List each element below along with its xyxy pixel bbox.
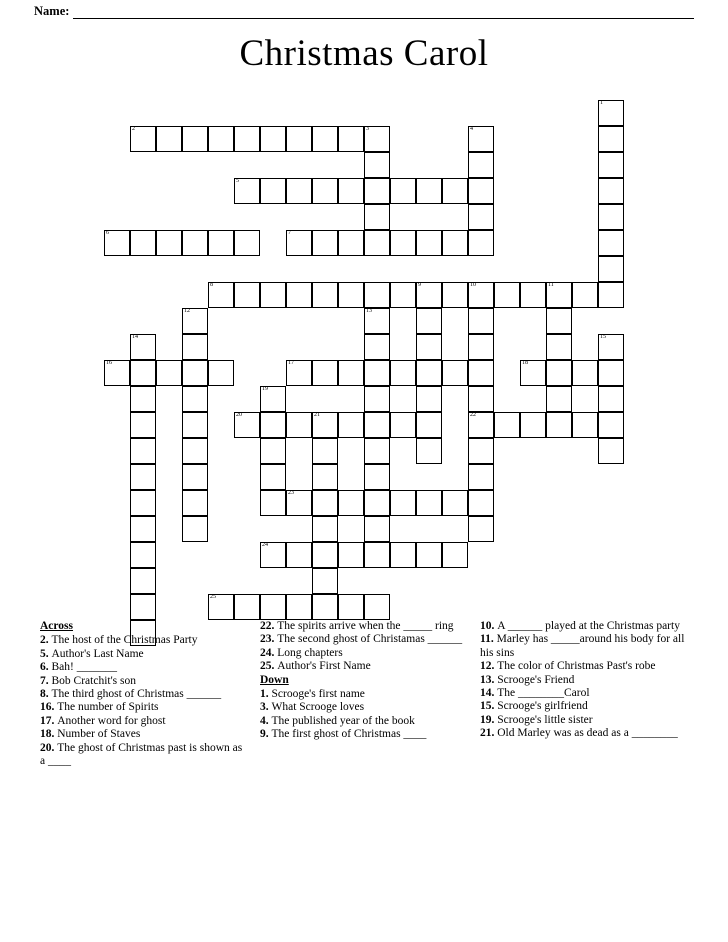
page-title: Christmas Carol (239, 33, 489, 74)
grid-cell[interactable] (260, 542, 286, 568)
grid-cell-number: 16 (106, 360, 112, 366)
grid-cell[interactable] (598, 386, 624, 412)
grid-cell[interactable] (234, 412, 260, 438)
grid-cell-number: 22 (470, 412, 476, 418)
clue-text: Scrooge's girlfriend (497, 700, 588, 713)
grid-cell[interactable] (416, 386, 442, 412)
clue-item (480, 660, 686, 673)
grid-cell[interactable] (260, 412, 286, 438)
grid-cell[interactable] (442, 542, 468, 568)
clue-item (40, 715, 246, 728)
grid-cell[interactable] (182, 412, 208, 438)
clue-number: 17. (40, 714, 58, 727)
name-input-line[interactable] (73, 5, 694, 19)
grid-cell[interactable] (364, 516, 390, 542)
grid-cell-number: 5 (236, 178, 239, 184)
grid-cell[interactable] (312, 230, 338, 256)
clue-text: The color of Christmas Past's robe (497, 660, 656, 673)
grid-cell[interactable] (572, 282, 598, 308)
clue-item (480, 714, 686, 727)
grid-cell[interactable] (416, 412, 442, 438)
clue-item (480, 633, 686, 660)
grid-cell[interactable] (468, 152, 494, 178)
grid-cell[interactable] (364, 282, 390, 308)
clue-text: The spirits arrive when the _____ ring (277, 620, 454, 632)
clue-item (40, 661, 246, 674)
grid-cell[interactable] (364, 126, 390, 152)
grid-cell[interactable] (338, 178, 364, 204)
grid-cell-number: 13 (366, 308, 372, 314)
clue-item (480, 620, 686, 633)
grid-cell[interactable] (468, 438, 494, 464)
grid-cell[interactable] (364, 178, 390, 204)
clue-number: 24. (260, 646, 278, 659)
grid-cell[interactable] (130, 516, 156, 542)
clue-number: 12. (480, 660, 498, 673)
grid-cell[interactable] (338, 282, 364, 308)
grid-cell[interactable] (312, 282, 338, 308)
grid-cell[interactable] (468, 464, 494, 490)
clue-text: The host of the Christmas Party (51, 634, 198, 647)
clue-number: 23. (260, 633, 278, 646)
grid-cell-number: 21 (314, 412, 320, 418)
clue-number: 5. (40, 647, 52, 660)
clue-item (40, 675, 246, 688)
grid-cell[interactable] (442, 230, 468, 256)
clues-section (40, 620, 688, 768)
grid-cell[interactable] (468, 230, 494, 256)
grid-cell[interactable] (468, 178, 494, 204)
crossword-grid[interactable] (0, 96, 728, 616)
grid-cell[interactable] (286, 230, 312, 256)
grid-cell[interactable] (598, 100, 624, 126)
grid-cell[interactable] (182, 490, 208, 516)
grid-cell[interactable] (364, 230, 390, 256)
grid-cell[interactable] (364, 490, 390, 516)
grid-cell[interactable] (130, 542, 156, 568)
grid-cell[interactable] (546, 282, 572, 308)
grid-cell[interactable] (338, 360, 364, 386)
grid-cell[interactable] (572, 412, 598, 438)
clue-text: Number of Staves (57, 728, 141, 741)
clue-number: 21. (480, 727, 498, 740)
grid-cell[interactable] (338, 230, 364, 256)
clue-item (480, 727, 686, 740)
grid-cell[interactable] (416, 360, 442, 386)
grid-cell[interactable] (286, 360, 312, 386)
grid-cell[interactable] (546, 334, 572, 360)
grid-cell[interactable] (468, 412, 494, 438)
grid-cell[interactable] (260, 386, 286, 412)
grid-cell[interactable] (104, 360, 130, 386)
grid-cell-number: 7 (288, 230, 291, 236)
grid-cell-number: 3 (366, 126, 369, 132)
clue-item (260, 647, 466, 660)
clue-text: Scrooge's first name (271, 688, 365, 701)
clue-list-1 (40, 634, 246, 768)
clue-text: Author's Last Name (51, 647, 144, 660)
clue-number: 25. (260, 660, 278, 673)
grid-cell-number: 25 (210, 594, 216, 600)
grid-cell[interactable] (312, 438, 338, 464)
grid-cell[interactable] (104, 230, 130, 256)
clue-text: The first ghost of Christmas ____ (271, 728, 427, 741)
down-heading: Down (260, 673, 289, 686)
clue-number: 19. (480, 713, 498, 726)
clue-text: A ______ played at the Christmas party (497, 620, 680, 632)
grid-cell[interactable] (208, 360, 234, 386)
clue-number: 3. (260, 701, 272, 714)
grid-cell[interactable] (286, 542, 312, 568)
grid-cell[interactable] (598, 334, 624, 360)
grid-cell[interactable] (234, 282, 260, 308)
grid-cell[interactable] (364, 438, 390, 464)
grid-cell[interactable] (598, 126, 624, 152)
grid-cell[interactable] (208, 230, 234, 256)
grid-cell[interactable] (390, 282, 416, 308)
grid-cell[interactable] (156, 360, 182, 386)
grid-cell[interactable] (364, 594, 390, 620)
grid-cell[interactable] (364, 204, 390, 230)
grid-cell[interactable] (416, 542, 442, 568)
grid-cell[interactable] (598, 412, 624, 438)
grid-cell[interactable] (130, 360, 156, 386)
grid-cell[interactable] (312, 594, 338, 620)
clue-column-2 (260, 620, 466, 768)
grid-cell[interactable] (182, 126, 208, 152)
clue-text: Another word for ghost (57, 714, 166, 727)
clue-column-1 (40, 620, 246, 768)
clue-number: 10. (480, 620, 498, 632)
grid-cell[interactable] (130, 594, 156, 620)
grid-cell[interactable] (416, 308, 442, 334)
clue-text: The published year of the book (271, 714, 415, 727)
grid-cell[interactable] (416, 490, 442, 516)
grid-cell[interactable] (520, 360, 546, 386)
grid-cell[interactable] (364, 386, 390, 412)
clue-text: The ghost of Christmas past is shown as a ____ (40, 741, 243, 768)
clue-list-3 (480, 620, 686, 741)
grid-cell[interactable] (208, 282, 234, 308)
grid-cell[interactable] (364, 152, 390, 178)
grid-cell[interactable] (546, 412, 572, 438)
grid-cell[interactable] (364, 542, 390, 568)
grid-cell[interactable] (598, 178, 624, 204)
grid-cell[interactable] (260, 126, 286, 152)
grid-cell[interactable] (390, 178, 416, 204)
grid-cell-number: 4 (470, 126, 473, 132)
clue-text: Marley has _____around his body for all his sins (480, 633, 685, 659)
grid-cell[interactable] (598, 230, 624, 256)
grid-cell[interactable] (468, 282, 494, 308)
clue-text: Long chapters (277, 646, 343, 659)
grid-cell[interactable] (286, 490, 312, 516)
clue-item (260, 701, 466, 714)
grid-cell[interactable] (598, 204, 624, 230)
grid-cell-number: 2 (132, 126, 135, 132)
grid-cell[interactable] (338, 126, 364, 152)
clue-item (260, 620, 466, 633)
grid-cell[interactable] (364, 360, 390, 386)
grid-cell[interactable] (598, 256, 624, 282)
grid-cell-number: 12 (184, 308, 190, 314)
clue-number: 13. (480, 673, 498, 686)
grid-cell[interactable] (494, 282, 520, 308)
clue-text: Scrooge's little sister (497, 713, 593, 726)
grid-cell[interactable] (364, 334, 390, 360)
clue-item (40, 648, 246, 661)
grid-cell[interactable] (130, 126, 156, 152)
grid-cell[interactable] (182, 308, 208, 334)
clue-item (260, 660, 466, 673)
grid-cell[interactable] (468, 516, 494, 542)
grid-cell[interactable] (442, 282, 468, 308)
clue-item (40, 688, 246, 701)
grid-cell[interactable] (130, 230, 156, 256)
grid-cell-number: 23 (288, 490, 294, 496)
grid-cell[interactable] (364, 308, 390, 334)
grid-cell[interactable] (416, 178, 442, 204)
grid-cell[interactable] (364, 464, 390, 490)
grid-cell[interactable] (416, 438, 442, 464)
grid-cell-number: 11 (548, 282, 554, 288)
grid-cell[interactable] (286, 126, 312, 152)
grid-cell-number: 1 (600, 100, 603, 106)
grid-cell[interactable] (468, 360, 494, 386)
clue-number: 14. (480, 687, 498, 700)
grid-cell[interactable] (208, 594, 234, 620)
grid-cell[interactable] (468, 308, 494, 334)
grid-cell[interactable] (546, 386, 572, 412)
grid-cell[interactable] (416, 230, 442, 256)
name-label: Name: (34, 4, 70, 18)
grid-cell[interactable] (390, 490, 416, 516)
grid-cell[interactable] (312, 490, 338, 516)
grid-cell[interactable] (468, 490, 494, 516)
grid-cell[interactable] (598, 360, 624, 386)
clue-number: 2. (40, 634, 52, 647)
clue-text: The number of Spirits (57, 701, 159, 714)
grid-cell[interactable] (156, 230, 182, 256)
clue-item (40, 701, 246, 714)
grid-cell[interactable] (468, 126, 494, 152)
grid-cell[interactable] (182, 438, 208, 464)
clue-text: Author's First Name (277, 660, 371, 673)
grid-cell[interactable] (286, 282, 312, 308)
grid-cell[interactable] (468, 334, 494, 360)
clue-text: Old Marley was as dead as a ________ (497, 727, 678, 740)
grid-cell[interactable] (208, 126, 234, 152)
grid-cell[interactable] (182, 360, 208, 386)
grid-cell-number: 19 (262, 386, 268, 392)
grid-cell[interactable] (182, 516, 208, 542)
clue-text: The ________Carol (497, 687, 590, 700)
grid-cell[interactable] (260, 438, 286, 464)
clue-number: 6. (40, 661, 52, 674)
grid-cell[interactable] (442, 360, 468, 386)
clue-item (40, 728, 246, 741)
grid-cell-number: 14 (132, 334, 138, 340)
clue-column-3 (480, 620, 686, 768)
grid-cell[interactable] (390, 412, 416, 438)
grid-cell[interactable] (390, 230, 416, 256)
grid-cell[interactable] (312, 568, 338, 594)
grid-cell[interactable] (182, 230, 208, 256)
clue-number: 1. (260, 688, 272, 701)
grid-cell[interactable] (442, 178, 468, 204)
grid-cell[interactable] (442, 490, 468, 516)
grid-cell[interactable] (234, 230, 260, 256)
grid-cell[interactable] (260, 178, 286, 204)
clue-number: 20. (40, 741, 58, 754)
grid-cell-number: 24 (262, 542, 268, 548)
grid-cell[interactable] (312, 360, 338, 386)
grid-cell[interactable] (520, 412, 546, 438)
clue-number: 7. (40, 674, 52, 687)
clue-text: Bah! _______ (51, 661, 117, 674)
grid-cell[interactable] (130, 568, 156, 594)
clue-item (480, 674, 686, 687)
grid-cell[interactable] (364, 412, 390, 438)
across-heading: Across (40, 620, 74, 632)
clue-item (40, 634, 246, 647)
clue-list-2a (260, 620, 466, 674)
grid-cell[interactable] (130, 490, 156, 516)
grid-cell[interactable] (286, 178, 312, 204)
clue-item (260, 715, 466, 728)
grid-cell[interactable] (130, 412, 156, 438)
grid-cell[interactable] (260, 464, 286, 490)
grid-cell-number: 17 (288, 360, 294, 366)
grid-cell[interactable] (312, 412, 338, 438)
clue-item (480, 700, 686, 713)
clue-item (260, 688, 466, 701)
clue-item (260, 728, 466, 741)
clue-number: 16. (40, 701, 58, 714)
grid-cell-number: 18 (522, 360, 528, 366)
grid-cell[interactable] (338, 490, 364, 516)
grid-cell[interactable] (260, 490, 286, 516)
grid-cell[interactable] (260, 282, 286, 308)
clue-number: 8. (40, 688, 52, 701)
grid-cell[interactable] (338, 542, 364, 568)
grid-cell[interactable] (494, 412, 520, 438)
grid-cell[interactable] (338, 594, 364, 620)
clue-number: 18. (40, 728, 58, 741)
grid-cell[interactable] (182, 334, 208, 360)
grid-cell[interactable] (338, 412, 364, 438)
clue-list-2b (260, 688, 466, 742)
clue-item (480, 687, 686, 700)
clue-text: Bob Cratchit's son (51, 674, 136, 687)
clue-text: The third ghost of Christmas ______ (51, 688, 222, 701)
clue-text: Scrooge's Friend (497, 673, 575, 686)
grid-cell[interactable] (572, 360, 598, 386)
grid-cell[interactable] (312, 542, 338, 568)
grid-cell-number: 15 (600, 334, 606, 340)
grid-cell[interactable] (312, 516, 338, 542)
grid-cell[interactable] (130, 464, 156, 490)
clue-item (260, 633, 466, 646)
grid-cell-number: 9 (418, 282, 421, 288)
grid-cell[interactable] (130, 438, 156, 464)
grid-cell[interactable] (416, 334, 442, 360)
grid-cell[interactable] (182, 464, 208, 490)
grid-cell-number: 6 (106, 230, 109, 236)
grid-cell[interactable] (182, 386, 208, 412)
grid-cell[interactable] (468, 386, 494, 412)
grid-cell[interactable] (416, 282, 442, 308)
clue-text: What Scrooge loves (271, 701, 365, 714)
clue-item (40, 742, 246, 769)
clue-number: 22. (260, 620, 278, 632)
clue-number: 15. (480, 700, 498, 713)
grid-cell[interactable] (546, 360, 572, 386)
grid-cell[interactable] (260, 594, 286, 620)
clue-number: 4. (260, 714, 272, 727)
grid-cell[interactable] (546, 308, 572, 334)
grid-cell[interactable] (286, 412, 312, 438)
grid-cell-number: 8 (210, 282, 213, 288)
name-field-row (34, 4, 694, 19)
grid-cell[interactable] (312, 464, 338, 490)
clue-number: 11. (480, 633, 497, 646)
grid-cell[interactable] (598, 282, 624, 308)
grid-cell[interactable] (598, 152, 624, 178)
grid-cell[interactable] (234, 126, 260, 152)
grid-cell[interactable] (598, 438, 624, 464)
grid-cell[interactable] (390, 542, 416, 568)
grid-cell-number: 20 (236, 412, 242, 418)
grid-cell[interactable] (130, 334, 156, 360)
grid-cell[interactable] (312, 126, 338, 152)
grid-cell-number: 10 (470, 282, 476, 288)
grid-cell[interactable] (156, 126, 182, 152)
grid-cell[interactable] (234, 594, 260, 620)
grid-cell[interactable] (312, 178, 338, 204)
grid-cell[interactable] (286, 594, 312, 620)
grid-cell[interactable] (234, 178, 260, 204)
clue-text: The second ghost of Christamas ______ (277, 633, 463, 646)
grid-cell[interactable] (130, 386, 156, 412)
grid-cell[interactable] (520, 282, 546, 308)
grid-cell[interactable] (390, 360, 416, 386)
clue-number: 9. (260, 728, 272, 741)
grid-cell[interactable] (468, 204, 494, 230)
